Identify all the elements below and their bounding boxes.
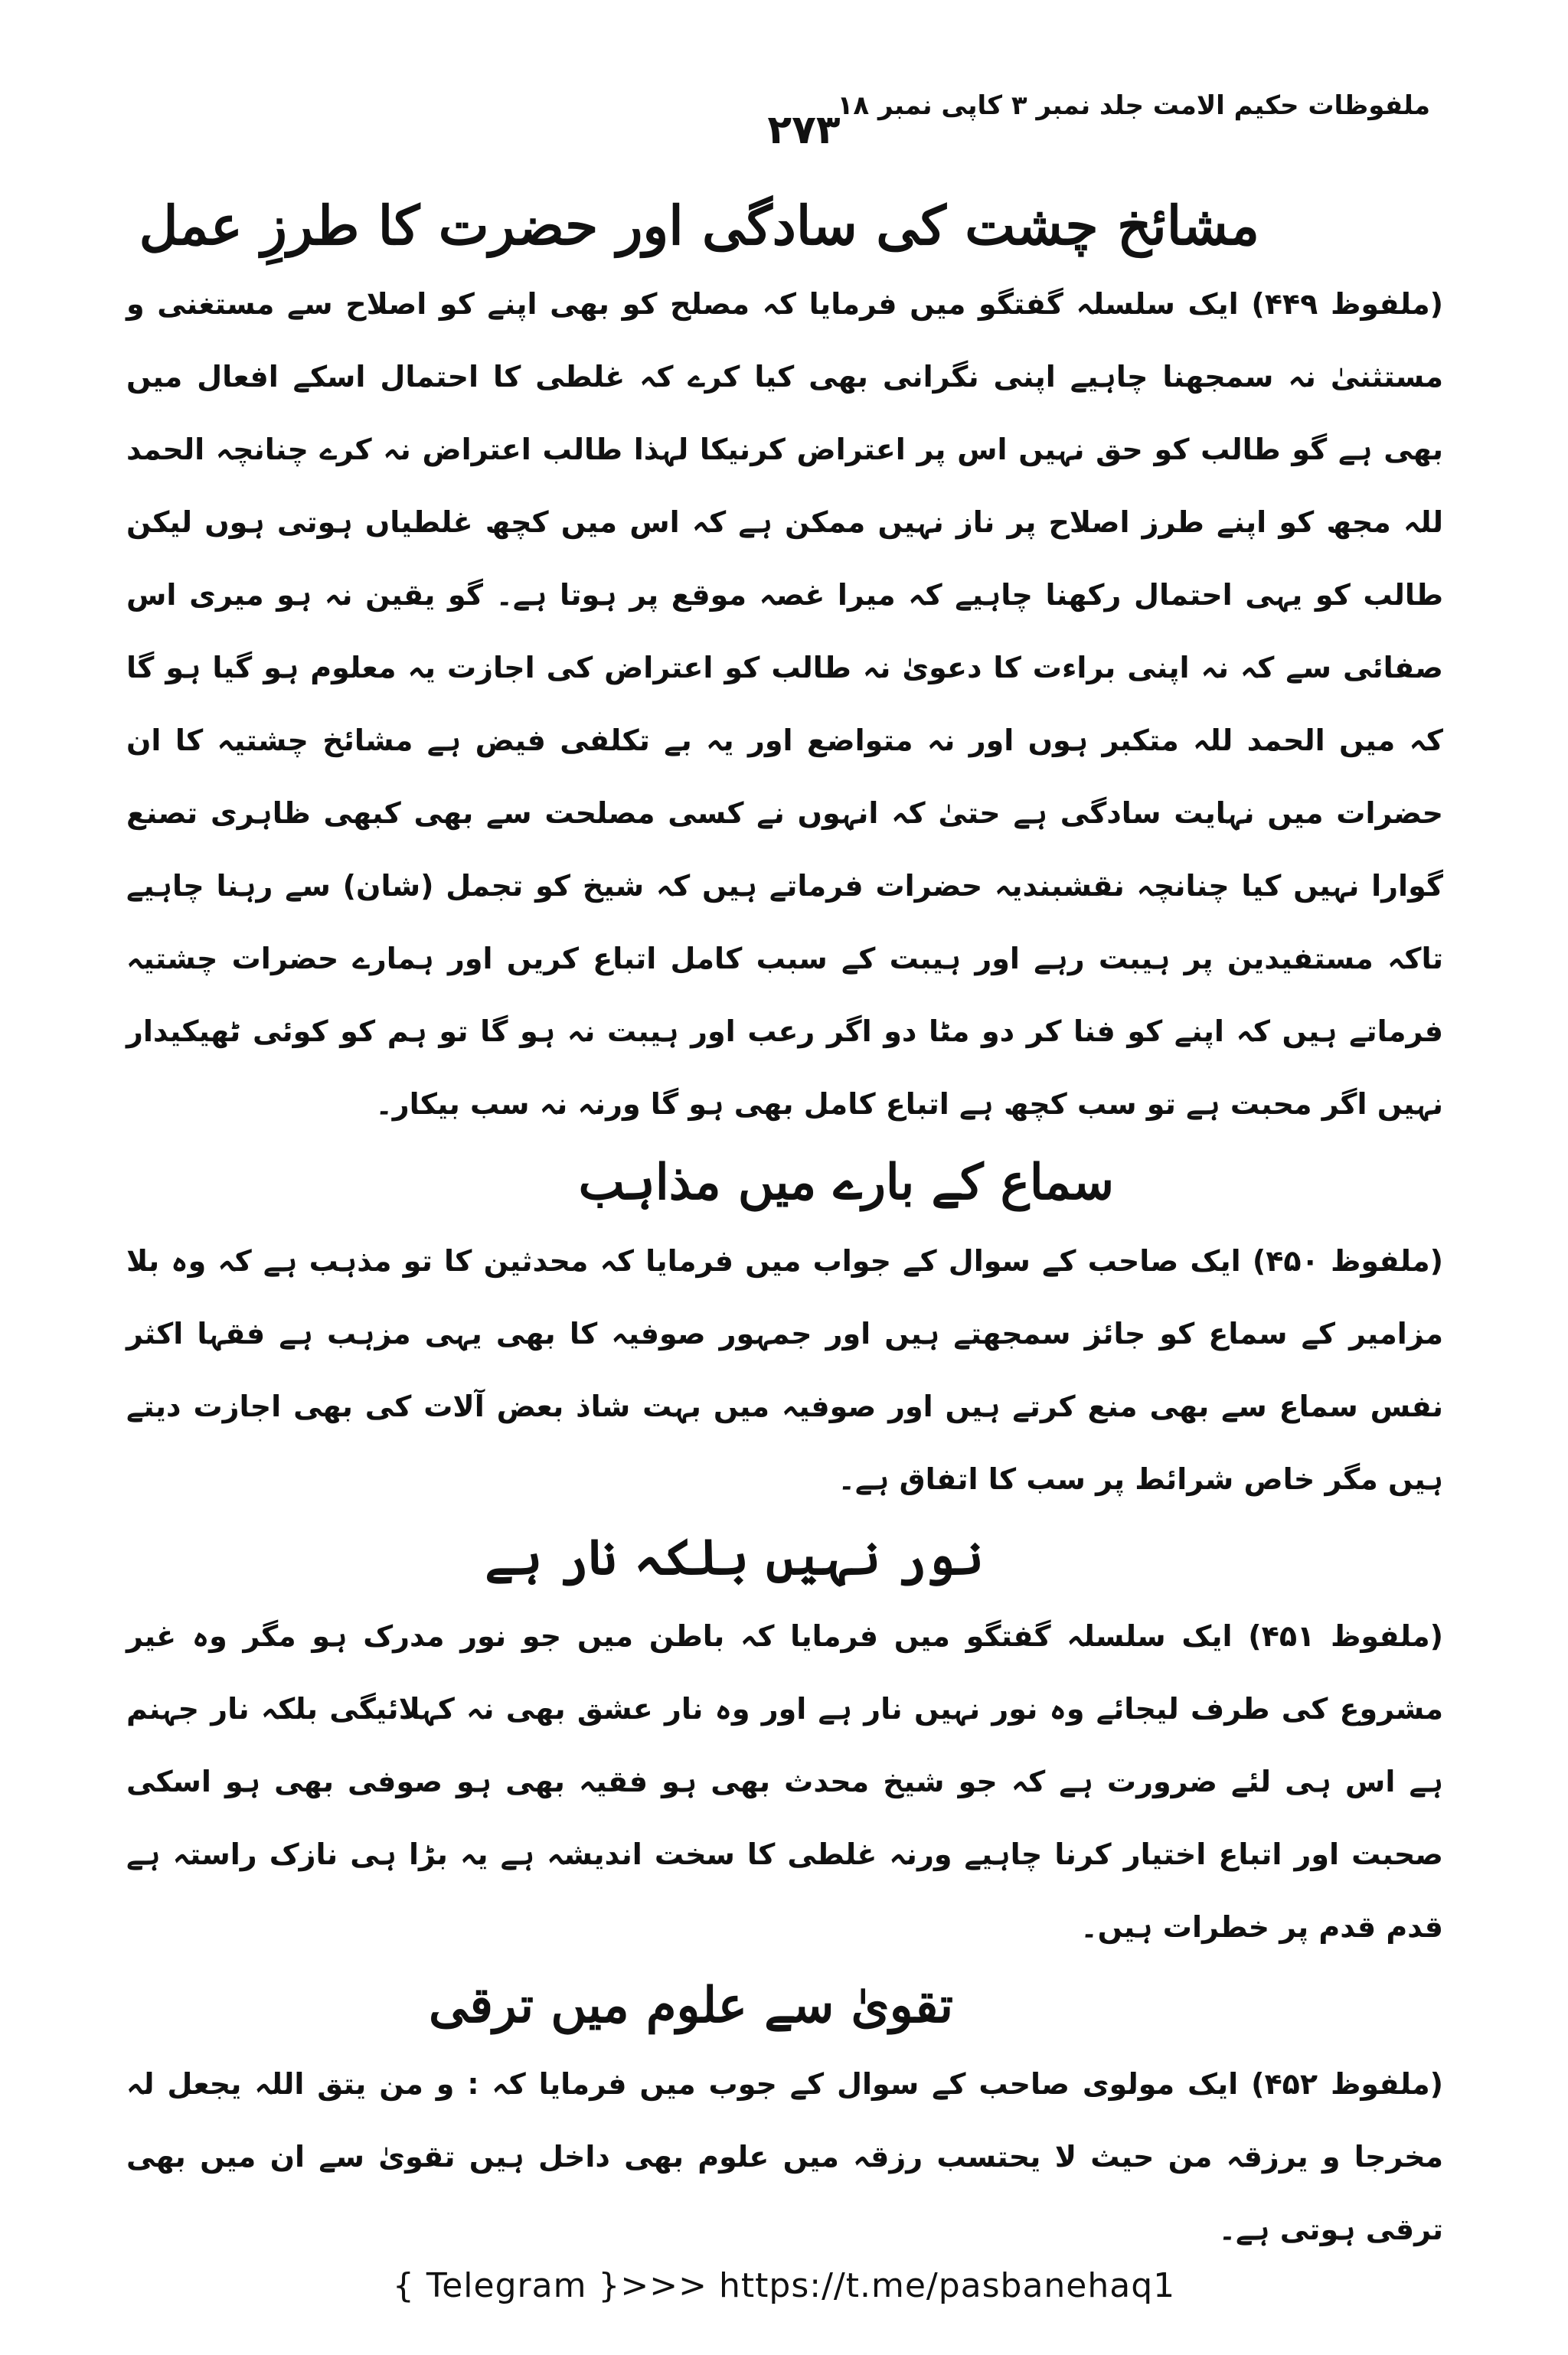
malfuz-paragraph — [126, 2048, 1443, 2266]
malfuz-number: (ملفوظ ۴۵۰) — [1252, 1244, 1444, 1278]
section-heading: تقویٰ سے علوم میں ترقی — [428, 1977, 953, 2034]
malfuz-text: ایک صاحب کے سوال کے جواب میں فرمایا کہ محدثین کا تو مذہب ہے کہ وہ بلا مزامیر کے سماع کو جائز سمجھتے ہیں اور جمہور صوفیہ کا بھی یہی مزہب ہے فقہا اکثر نفس سماع سے بھی منع کرتے ہیں اور صوفیہ میں بہت شاذ بعض آلات کی بھی اجازت دیتے ہیں مگر خاص شرائط پر سب کا اتفاق ہے۔ — [126, 1244, 1443, 1496]
running-header: ملفوظات حکیم الامت جلد نمبر ۳ کاپی نمبر ۱۸ — [837, 90, 1430, 121]
page-content — [126, 184, 1443, 2266]
malfuz-number: (ملفوظ ۴۵۲) — [1251, 2067, 1443, 2101]
malfuz-text: ایک مولوی صاحب کے سوال کے جوب میں فرمایا کہ : و من یتق اللہ یجعل لہ مخرجا و یرزقہ من حیث لا یحتسب رزقہ میں علوم بھی داخل ہیں تقویٰ سے ان میں بھی ترقی ہوتی ہے۔ — [126, 2067, 1443, 2246]
malfuz-number: (ملفوظ ۴۴۹) — [1251, 287, 1443, 321]
page-number: ۲۷۳ — [767, 107, 841, 153]
telegram-link[interactable]: { Telegram }>>> https://t.me/pasbanehaq1 — [392, 2266, 1176, 2305]
section-heading: مشائخ چشت کی سادگی اور حضرت کا طرزِ عمل — [139, 194, 1259, 257]
malfuz-paragraph — [126, 1600, 1443, 1964]
section-noor-naar — [126, 1516, 1443, 1964]
malfuz-text: ایک سلسلہ گفتگو میں فرمایا کہ مصلح کو بھی اپنے کو اصلاح سے مستغنی و مستثنیٰ نہ سمجھنا چاہیے اپنی نگرانی بھی کیا کرے کہ غلطی کا احتمال اسکے افعال میں بھی ہے گو طالب کو حق نہیں اس پر اعتراض کرنیکا لہذا طالب اعتراض نہ کرے چنانچہ الحمد للہ مجھ کو اپنے طرز اصلاح پر ناز نہیں ممکن ہے کہ اس میں کچھ غلطیاں ہوتی ہوں لیکن طالب کو یہی احتمال رکھنا چاہیے کہ میرا غصہ موقع پر ہوتا ہے۔ گو یقین نہ ہو میری اس صفائی سے کہ نہ اپنی براءت کا دعویٰ نہ طالب کو اعتراض کی اجازت یہ معلوم ہو گیا ہو گا کہ میں الحمد للہ متکبر ہوں اور نہ متواضع اور یہ بے تکلفی فیض ہے مشائخ چشتیہ کا ان حضرات میں نہایت سادگی ہے حتیٰ کہ انہوں نے کسی مصلحت سے بھی کبھی ظاہری تصنع گوارا نہیں کیا چنانچہ نقشبندیہ حضرات فرماتے ہیں کہ شیخ کو تجمل (شان) سے رہنا چاہیے تاکہ مستفیدین پر ہیبت رہے اور ہیبت کے سبب کامل اتباع کریں اور ہمارے حضرات چشتیہ فرماتے ہیں کہ اپنے کو فنا کر دو مٹا دو اگر رعب اور ہیبت نہ ہو گا تو ہم کو کوئی ٹھیکیدار نہیں اگر محبت ہے تو سب کچھ ہے اتباع کامل بھی ہو گا ورنہ نہ سب بیکار۔ — [126, 287, 1443, 1121]
section-taqwa-uloom — [126, 1964, 1443, 2266]
section-heading: سماع کے بارے میں مذاہب — [578, 1154, 1114, 1211]
malfuz-text: ایک سلسلہ گفتگو میں فرمایا کہ باطن میں جو نور مدرک ہو مگر وہ غیر مشروع کی طرف لیجائے وہ نور نہیں نار ہے اور وہ نار عشق بھی نہ کہلائیگی بلکہ نار جہنم ہے اس ہی لئے ضرورت ہے کہ جو شیخ محدث بھی ہو فقیہ بھی ہو صوفی بھی ہو اسکی صحبت اور اتباع اختیار کرنا چاہیے ورنہ غلطی کا سخت اندیشہ ہے یہ بڑا ہی نازک راستہ ہے قدم قدم پر خطرات ہیں۔ — [126, 1619, 1443, 1944]
section-sama-madhahib — [126, 1141, 1443, 1516]
malfuz-paragraph — [126, 1225, 1443, 1516]
malfuz-number: (ملفوظ ۴۵۱) — [1248, 1619, 1444, 1653]
section-chishti-simplicity — [126, 184, 1443, 1141]
section-heading: نور نہیں بلکہ نار ہے — [485, 1529, 984, 1586]
malfuz-paragraph — [126, 268, 1443, 1141]
